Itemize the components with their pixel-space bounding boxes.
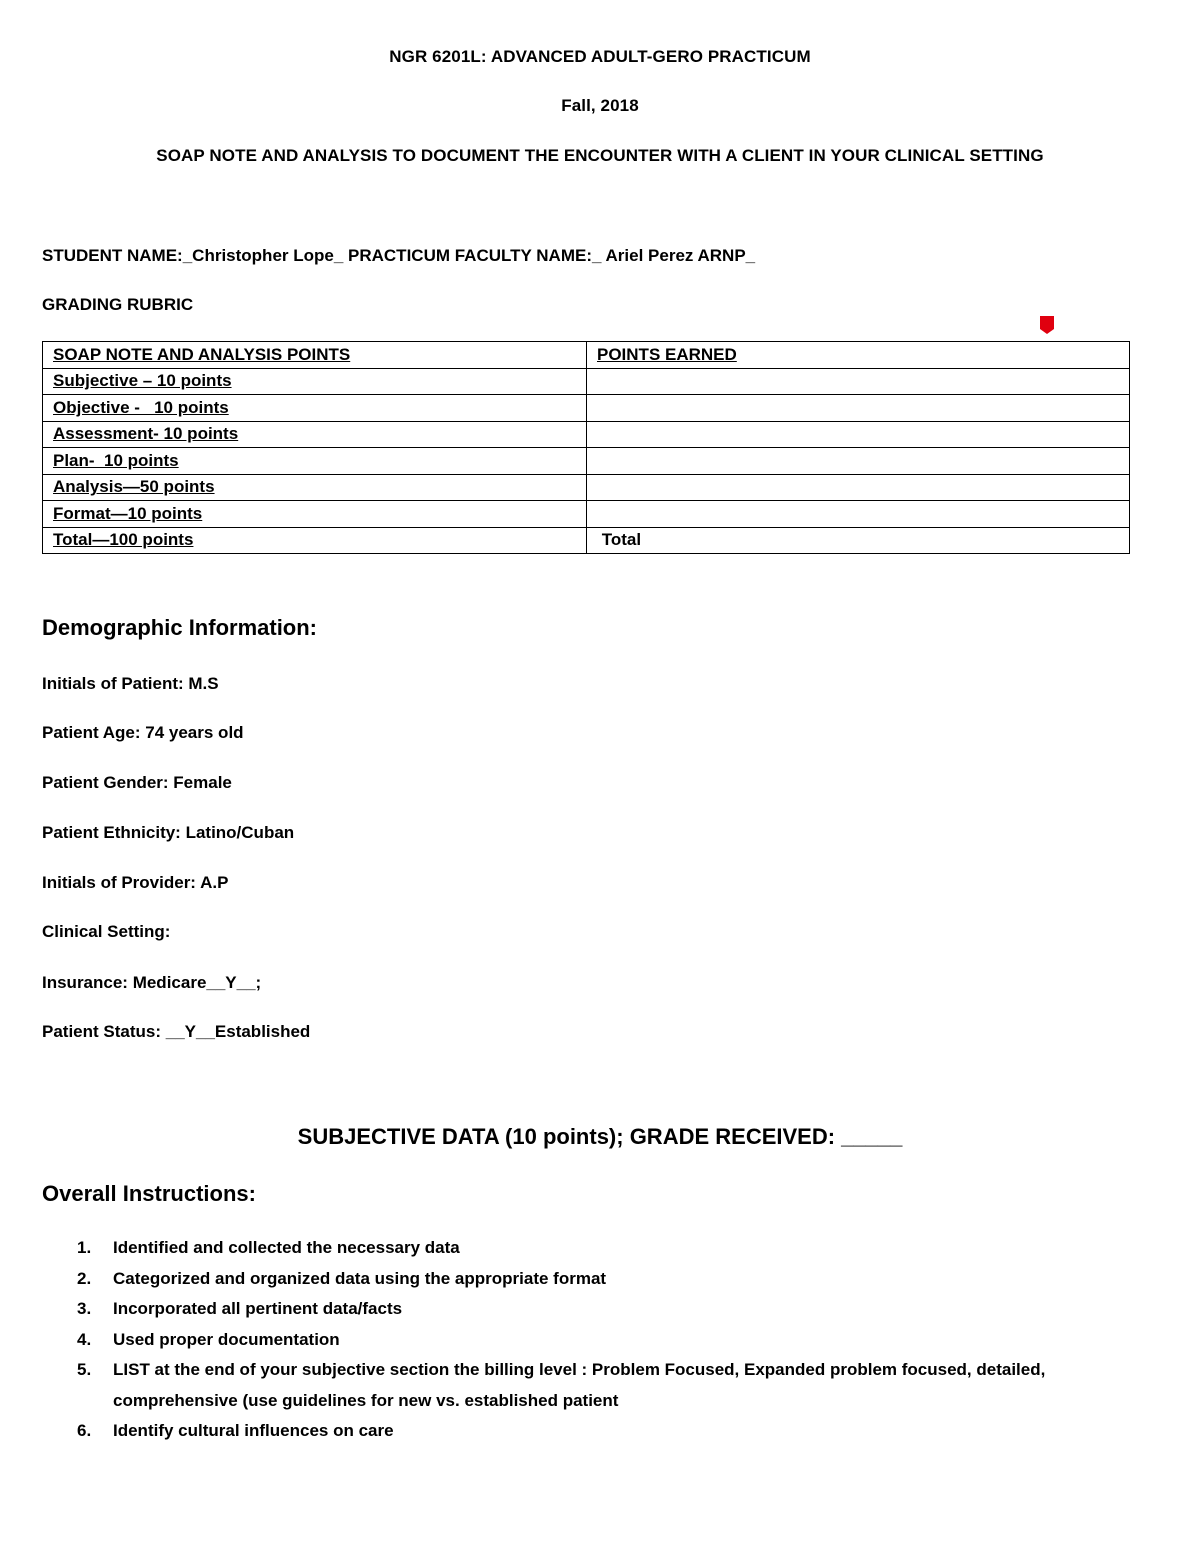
demographic-field: Patient Ethnicity: Latino/Cuban (42, 823, 295, 842)
table-row (43, 501, 1130, 528)
rubric-item: Assessment- 10 points (53, 424, 239, 444)
grading-rubric-table (42, 341, 1130, 554)
grading-rubric-title: GRADING RUBRIC (42, 295, 194, 314)
rubric-item: Analysis—50 points (53, 477, 215, 497)
list-item-text: Categorized and organized data using the appropriate format (113, 1268, 607, 1288)
rubric-item: Plan- 10 points (53, 450, 179, 470)
table-row (43, 395, 1130, 422)
instructions-heading: Overall Instructions: (42, 1181, 256, 1206)
list-item (77, 1325, 1077, 1356)
demographic-field: Initials of Provider: A.P (42, 873, 229, 892)
points-earned-cell[interactable] (587, 501, 1130, 528)
table-row (43, 527, 1130, 554)
rubric-item: Objective - 10 points (53, 397, 229, 417)
rubric-item: Total—100 points (53, 530, 194, 550)
demographic-field: Insurance: Medicare__Y__; (42, 973, 262, 992)
list-number: 4. (77, 1329, 92, 1349)
column-header-earned: POINTS EARNED (597, 344, 737, 364)
points-earned-cell[interactable] (587, 474, 1130, 501)
list-number: 6. (77, 1421, 92, 1440)
table-header-row (43, 342, 1130, 369)
list-item (77, 1233, 1077, 1264)
points-earned-cell[interactable]: Total (587, 527, 1130, 554)
points-earned-cell[interactable] (587, 448, 1130, 475)
demographic-field: Patient Status: __Y__Established (42, 1022, 311, 1041)
list-item (77, 1264, 1077, 1295)
comment-marker-icon[interactable] (1040, 316, 1054, 334)
demographics-heading: Demographic Information: (42, 615, 318, 640)
list-item-text: Identified and collected the necessary data (113, 1238, 460, 1257)
list-number: 3. (77, 1299, 92, 1318)
demographic-field: Initials of Patient: M.S (42, 674, 219, 693)
list-item (77, 1355, 1077, 1416)
names-line: STUDENT NAME:_Christopher Lope_ PRACTICUM FACULTY NAME:_ Ariel Perez ARNP_ (42, 246, 756, 265)
points-earned-cell[interactable] (587, 395, 1130, 422)
points-earned-cell[interactable] (587, 368, 1130, 395)
list-number: 2. (77, 1268, 92, 1288)
table-row (43, 368, 1130, 395)
list-item (77, 1416, 1077, 1447)
demographic-field: Clinical Setting: (42, 922, 171, 941)
course-title: NGR 6201L: ADVANCED ADULT-GERO PRACTICUM (389, 47, 811, 66)
instructions-list (77, 1233, 1077, 1447)
list-item-text: Used proper documentation (113, 1329, 340, 1349)
demographic-field: Patient Gender: Female (42, 773, 232, 792)
table-header-cell (587, 342, 1130, 369)
list-item-text: Incorporated all pertinent data/facts (113, 1299, 403, 1318)
table-header-cell (43, 342, 587, 369)
list-item-text: LIST at the end of your subjective section the billing level : Problem Focused, Expanded problem focused, detailed, comprehensive (use guidelines for new vs. established patient (113, 1360, 1046, 1410)
list-number: 5. (77, 1360, 92, 1379)
list-item-text: Identify cultural influences on care (113, 1421, 394, 1440)
column-header-points: SOAP NOTE AND ANALYSIS POINTS (53, 344, 351, 364)
demographic-field: Patient Age: 74 years old (42, 723, 244, 742)
list-item (77, 1294, 1077, 1325)
table-row (43, 421, 1130, 448)
term: Fall, 2018 (561, 96, 639, 115)
table-row (43, 474, 1130, 501)
rubric-item: Subjective – 10 points (53, 371, 232, 391)
table-row (43, 448, 1130, 475)
list-number: 1. (77, 1238, 92, 1257)
rubric-item: Format—10 points (53, 503, 203, 523)
document-subtitle: SOAP NOTE AND ANALYSIS TO DOCUMENT THE ENCOUNTER WITH A CLIENT IN YOUR CLINICAL SETTING (156, 146, 1044, 165)
subjective-heading: SUBJECTIVE DATA (10 points); GRADE RECEIVED: _____ (297, 1124, 903, 1149)
points-earned-cell[interactable] (587, 421, 1130, 448)
